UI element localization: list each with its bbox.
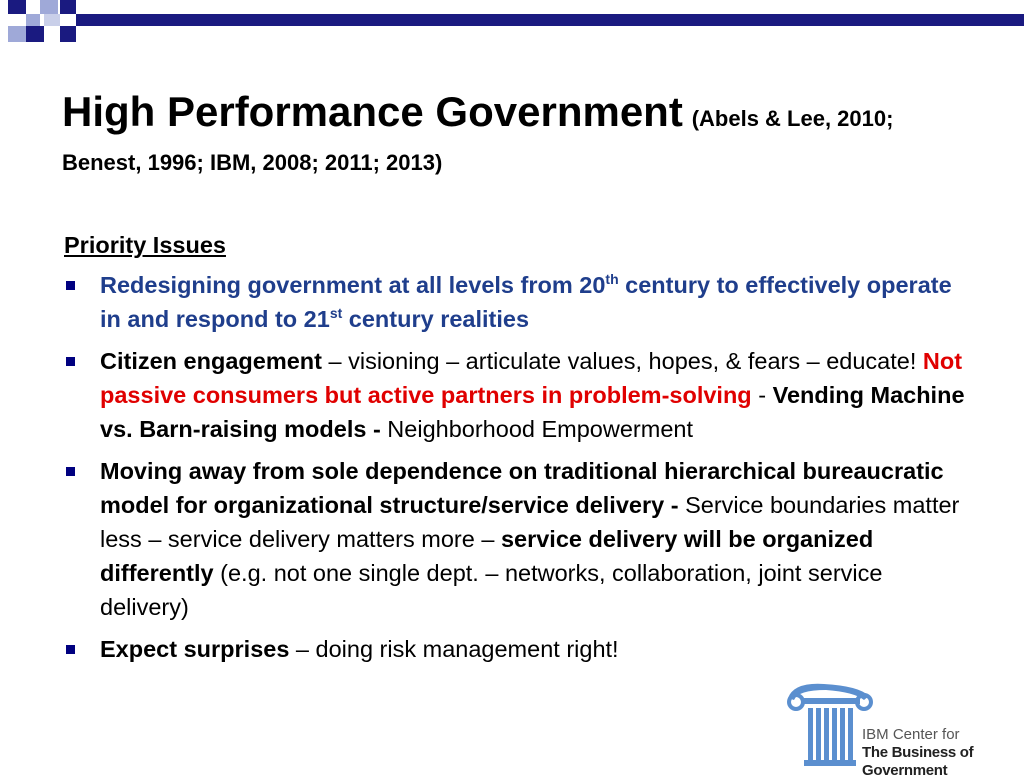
bullet-1-text-b: century to effectively operate in and respond to 21 xyxy=(100,272,952,332)
bullet-list xyxy=(62,268,967,666)
decor-square xyxy=(26,14,40,26)
decor-square xyxy=(60,26,76,42)
bullet-1-sup-b: st xyxy=(329,305,343,322)
bullet-2-text-3: Neighborhood Empowerment xyxy=(380,416,693,442)
logo-wordmark xyxy=(862,726,1024,780)
bullet-1-text-a: Redesigning government at all levels from 20 xyxy=(100,272,606,298)
logo-line-2: The Business of Government xyxy=(862,744,974,779)
decor-square xyxy=(40,0,58,14)
bullet-item-2 xyxy=(62,344,967,446)
decor-square xyxy=(60,0,76,14)
header-bar xyxy=(76,14,1024,26)
bullet-3-bold-1: Moving away from sole dependence on traditional hierarchical bureaucratic model for organizational structure/service delivery - xyxy=(100,458,944,518)
bullet-2-red: Not passive consumers but active partners in problem-solving xyxy=(100,348,963,408)
square-bullet-icon xyxy=(66,357,75,366)
bullet-4-bold-1: Expect surprises xyxy=(100,636,290,662)
bullet-item-4 xyxy=(62,632,967,666)
bullet-2-text-1: – visioning – articulate values, hopes, & fears – educate! xyxy=(321,348,923,374)
decor-square xyxy=(44,14,60,26)
bullet-4-text-1: – doing risk management right! xyxy=(289,636,619,662)
decorative-header xyxy=(0,0,1024,50)
bullet-2-bold-2: Vending Machine vs. Barn-raising models - xyxy=(100,382,965,442)
slide-body xyxy=(62,228,967,674)
title-main: High Performance Government xyxy=(62,88,683,135)
bullet-2-bold-1: Citizen engagement xyxy=(100,348,322,374)
decor-square xyxy=(8,26,26,42)
square-bullet-icon xyxy=(66,645,75,654)
bullet-3-text-1: Service boundaries matter less – service delivery matters more – xyxy=(100,492,960,552)
bullet-3-text-2: (e.g. not one single dept. – networks, collaboration, joint service delivery) xyxy=(100,560,883,620)
bullet-1-sup-a: th xyxy=(605,271,619,288)
bullet-item-3 xyxy=(62,454,967,624)
bullet-3-bold-2: service delivery will be organized differently xyxy=(100,526,874,586)
logo-line-1: IBM Center for xyxy=(862,726,960,743)
bullet-item-1 xyxy=(62,268,967,336)
section-heading: Priority Issues xyxy=(64,232,226,258)
slide-title xyxy=(62,86,962,179)
decor-square xyxy=(26,26,44,42)
square-bullet-icon xyxy=(66,467,75,476)
title-citation: (Abels & Lee, 2010; Benest, 1996; IBM, 2008; 2011; 2013) xyxy=(62,106,894,175)
decor-square xyxy=(8,0,26,14)
bullet-2-text-2: - xyxy=(751,382,773,408)
square-bullet-icon xyxy=(66,281,75,290)
bullet-1-text-c: century realities xyxy=(342,306,530,332)
